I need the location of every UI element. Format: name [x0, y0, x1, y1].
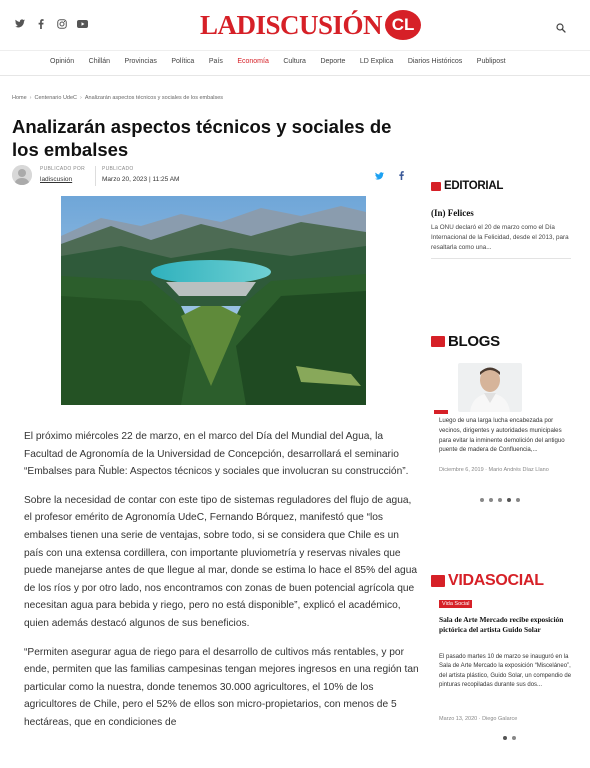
logo-text: LADISCUSIÓN [200, 9, 383, 40]
breadcrumb-current: Analizarán aspectos técnicos y sociales de los embalses [84, 95, 224, 101]
carousel-dot[interactable] [507, 498, 511, 502]
breadcrumb-separator: › [80, 95, 82, 101]
vidasocial-meta: Marzo 13, 2020 · Diego Galarce [439, 716, 518, 722]
blogs-heading-text: BLOGS [448, 333, 500, 350]
nav-item[interactable]: Diarios Históricos [407, 58, 463, 65]
vidasocial-carousel-dots [503, 736, 516, 740]
vidasocial-icon [431, 575, 445, 587]
meta-divider [95, 166, 96, 186]
nav-item[interactable]: Publipost [476, 58, 506, 65]
blog-accent-bar [434, 410, 448, 414]
nav-item[interactable]: Provincias [124, 58, 157, 65]
breadcrumb [12, 95, 223, 101]
editorial-title[interactable]: (In) Felices [431, 208, 474, 218]
breadcrumb-separator: › [29, 95, 32, 101]
author-link[interactable]: ladiscusion [40, 176, 73, 183]
blogs-heading [431, 333, 574, 350]
instagram-icon[interactable] [56, 18, 67, 29]
nav-item[interactable]: LD Explica [359, 58, 394, 65]
breadcrumb-section[interactable]: Centenario UdeC [34, 95, 78, 101]
published-label: PUBLICADO [102, 166, 134, 172]
site-header [0, 0, 590, 50]
article-body [24, 428, 420, 743]
editorial-heading [431, 180, 574, 192]
vidasocial-title[interactable]: Sala de Arte Mercado recibe exposición pictórica del artista Guido Solar [439, 615, 564, 634]
search-icon[interactable] [556, 20, 568, 32]
share-facebook-icon[interactable] [399, 171, 404, 182]
logo-badge: CL [385, 10, 421, 40]
social-links [14, 18, 88, 29]
nav-item[interactable]: Chillán [88, 58, 111, 65]
carousel-dot[interactable] [480, 498, 484, 502]
nav-item[interactable]: País [208, 58, 223, 65]
author-block [40, 166, 85, 183]
article-paragraph: El próximo miércoles 22 de marzo, en el marco del Día del Mundial del Agua, la Facultad de Agronomía de la Universidad de Concepción, desarrollará el seminario “Embalses para Ñuble: Aspectos técnicos y sociales que involucran su construcción”. [24, 431, 409, 478]
carousel-dot[interactable] [489, 498, 493, 502]
vidasocial-tag[interactable]: Vida Social [439, 600, 472, 608]
youtube-icon[interactable] [77, 18, 88, 29]
sidebar-vidasocial [431, 572, 574, 752]
vidasocial-heading-text: VIDASOCIAL [448, 572, 544, 589]
blog-excerpt[interactable]: Luego de una larga lucha encabezada por vecinos, dirigentes y autoridades municipales para evitar la inminente demolición del antiguo puente de madera de Confluencia,... [439, 417, 565, 454]
article-title: Analizarán aspectos técnicos y sociales de los embalses [12, 116, 392, 160]
nav-item[interactable]: Deporte [320, 58, 346, 65]
blogs-carousel-dots [480, 498, 520, 502]
sidebar-editorial [431, 180, 574, 259]
twitter-icon[interactable] [14, 18, 25, 29]
carousel-dot[interactable] [512, 736, 516, 740]
blog-author-photo[interactable] [458, 363, 522, 412]
share-twitter-icon[interactable] [375, 172, 384, 182]
nav-item[interactable]: Cultura [283, 58, 306, 65]
published-by-label: PUBLICADO POR [40, 166, 86, 172]
editorial-icon [431, 182, 441, 191]
blogs-icon [431, 336, 445, 347]
article-meta [12, 164, 412, 190]
editorial-excerpt: La ONU declaró el 20 de marzo como el Día Internacional de la Felicidad, desde el 2013, para resaltarla como una... [431, 224, 569, 251]
article-paragraph: “Permiten asegurar agua de riego para el desarrollo de cultivos más rentables, y por ende, permiten que las familias campesinas tengan mejores ingresos en una región tan particular como la nuestra, donde tenemos 30.000 agricultores, el 10% de los agricultores de Chile, pero el 52% de ellos son micro-propietarios, con menos de 5 hectáreas, que en condiciones de [24, 646, 419, 728]
editorial-heading-text: EDITORIAL [444, 180, 504, 192]
carousel-dot[interactable] [498, 498, 502, 502]
site-logo[interactable] [200, 9, 421, 41]
sidebar-blogs [431, 333, 574, 513]
nav-item[interactable]: Política [171, 58, 195, 65]
nav-list [50, 58, 520, 65]
nav-item[interactable]: Economía [237, 58, 269, 65]
article-paragraph: Sobre la necesidad de contar con este tipo de sistemas reguladores del flujo de agua, el profesor emérito de Agronomía UdeC, Fernando Bórquez, manifestó que “los embalses tienen una serie de ventajas, sobre todo, si se considera que Chile es un país con una extensa cordillera, con importante pluviometría y reservas nivales que puede manejarse antes de que llegue al mar, donde se estima lo hace el 85% del agua de los ríos y por otro lado, nos encontramos con zonas de buen potencial agrícola que necesitan agua para bebida y riego, pero no está disponible”, explicó el académico, quien además destacó algunos de sus beneficios. [24, 494, 418, 629]
carousel-dot[interactable] [516, 498, 520, 502]
blog-meta: Diciembre 6, 2019 · Mario Andrés Díaz Llano [439, 467, 549, 473]
breadcrumb-home[interactable]: Home [12, 95, 27, 101]
main-nav [0, 50, 590, 76]
divider [431, 258, 571, 259]
article-hero-image [61, 196, 366, 405]
carousel-dot[interactable] [503, 736, 507, 740]
published-date: Marzo 20, 2023 | 11:25 AM [102, 176, 180, 183]
vidasocial-excerpt: El pasado martes 10 de marzo se inauguró en la Sala de Arte Mercado la exposición “Misceláneo”, del artista plástico, Guido Solar, un compendio de pinturas recopiladas durante sus dos... [439, 654, 572, 688]
vidasocial-heading [431, 572, 574, 590]
facebook-icon[interactable] [35, 18, 46, 29]
date-block [102, 166, 179, 183]
nav-item[interactable]: Opinión [50, 58, 75, 65]
author-avatar [12, 165, 32, 185]
